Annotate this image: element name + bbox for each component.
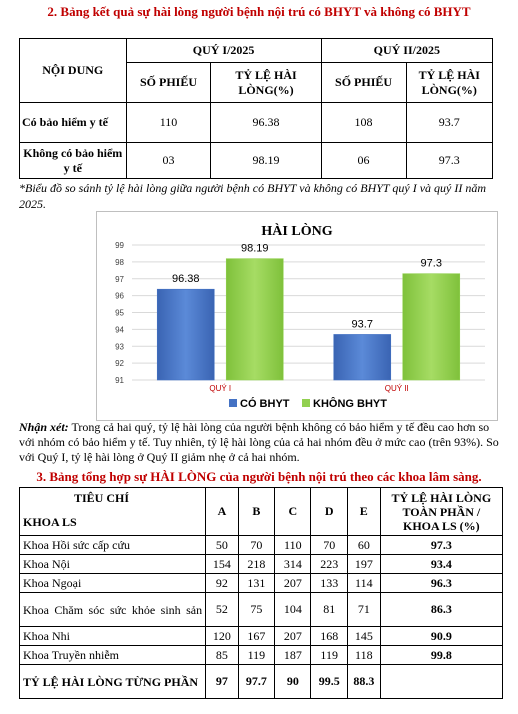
header-q2-rate: TỶ LỆ HÀI LÒNG(%) [406,63,493,103]
cell-c: 207 [275,574,311,593]
cell-b: 167 [238,627,274,646]
cell-d: 119 [311,646,347,665]
cell-q2-rate: 97.3 [406,143,493,179]
cell-q2-rate: 93.7 [406,103,493,143]
cell-d: 223 [311,555,347,574]
chart-note: *Biểu đồ so sánh tỷ lệ hài lòng giữa người bệnh có BHYT và không có BHYT quý I và quý II năm 2025. [19,181,486,211]
y-tick-label: 96 [115,291,124,301]
legend-label: KHÔNG BHYT [313,398,387,410]
cell-b: 75 [238,593,274,627]
chart-svg [97,212,497,420]
cell-b: 131 [238,574,274,593]
footer-d: 99.5 [311,665,347,699]
header-q2-count: SỐ PHIẾU [321,63,406,103]
satisfaction-chart [96,211,498,421]
remark-paragraph [19,420,503,465]
data-label: 96.38 [171,273,200,286]
department-satisfaction-table [19,487,503,699]
table-row [20,103,493,143]
cell-c: 110 [275,536,311,555]
cell-total: 90.9 [380,627,502,646]
cell-a: 50 [206,536,239,555]
cell-total: 99.8 [380,646,502,665]
bar-co-bhyt [334,334,391,380]
row-label: Không có bảo hiểm y tế [20,143,127,179]
cell-a: 52 [206,593,239,627]
header-q1-count: SỐ PHIẾU [126,63,211,103]
table-row [20,593,503,627]
table2-title: 3. Bảng tổng hợp sự HÀI LÒNG của người bệnh nội trú theo các khoa lâm sàng. [36,469,482,484]
cell-d: 168 [311,627,347,646]
dept-name: Khoa Nội [20,555,206,574]
cell-e: 197 [347,555,380,574]
legend-label: CÓ BHYT [240,398,290,410]
dept-name: Khoa Chăm sóc sức khỏe sinh sản [20,593,206,627]
table-row [20,536,503,555]
x-tick-label: QUÝ II [384,384,409,393]
data-label: 97.3 [420,257,442,270]
header-q2: QUÝ II/2025 [321,39,492,63]
cell-a: 92 [206,574,239,593]
cell-b: 119 [238,646,274,665]
cell-q1-rate: 98.19 [211,143,321,179]
table-row [20,143,493,179]
cell-c: 314 [275,555,311,574]
y-tick-label: 92 [115,359,124,369]
bar-khong-bhyt [226,259,283,380]
cell-d: 70 [311,536,347,555]
header-q1: QUÝ I/2025 [126,39,321,63]
cell-q1-count: 03 [126,143,211,179]
header-c: C [275,488,311,536]
bar-co-bhyt [157,289,214,380]
cell-b: 218 [238,555,274,574]
y-tick-label: 91 [115,376,124,385]
header-criteria: TIÊU CHÍ [20,488,206,510]
cell-e: 71 [347,593,380,627]
y-tick-label: 99 [115,241,124,250]
y-tick-label: 93 [115,342,124,352]
bar-khong-bhyt [403,274,460,380]
header-a: A [206,488,239,536]
cell-c: 207 [275,627,311,646]
cell-q2-count: 108 [321,103,406,143]
cell-total: 93.4 [380,555,502,574]
remark-lead: Nhận xét: [19,420,69,434]
cell-c: 187 [275,646,311,665]
table-row [20,646,503,665]
y-tick-label: 94 [115,325,124,335]
footer-total-empty [380,665,502,699]
dept-name: Khoa Hồi sức cấp cứu [20,536,206,555]
cell-total: 86.3 [380,593,502,627]
y-tick-label: 95 [115,308,124,318]
cell-e: 60 [347,536,380,555]
footer-a: 97 [206,665,239,699]
legend-swatch [229,399,237,407]
satisfaction-insurance-table [19,38,493,179]
data-label: 93.7 [351,318,373,331]
remark-text: Trong cả hai quý, tỷ lệ hài lòng của người bệnh không có bảo hiểm y tế đều cao hơn so với nhóm có bảo hiểm y tế. Tuy nhiên, tỷ lệ hài lòng của cả hai nhóm đều ở mức cao (trên 93%). So với Quý I, tỷ lệ hài lòng ở Quý II giảm nhẹ ở cả hai nhóm. [19,420,499,464]
cell-q1-rate: 96.38 [211,103,321,143]
cell-c: 104 [275,593,311,627]
cell-b: 70 [238,536,274,555]
footer-e: 88.3 [347,665,380,699]
table-row [20,574,503,593]
y-tick-label: 98 [115,257,124,267]
x-tick-label: QUÝ I [209,384,232,393]
dept-name: Khoa Nhi [20,627,206,646]
table-row [20,555,503,574]
footer-label: TỶ LỆ HÀI LÒNG TỪNG PHẦN [20,665,206,699]
cell-q2-count: 06 [321,143,406,179]
cell-d: 133 [311,574,347,593]
cell-total: 96.3 [380,574,502,593]
cell-d: 81 [311,593,347,627]
table-footer-row [20,665,503,699]
table1-title: 2. Bảng kết quả sự hài lòng người bệnh nội trú có BHYT và không có BHYT [47,4,471,19]
cell-total: 97.3 [380,536,502,555]
cell-e: 114 [347,574,380,593]
header-b: B [238,488,274,536]
chart-title: HÀI LÒNG [261,224,333,239]
header-q1-rate: TỶ LỆ HÀI LÒNG(%) [211,63,321,103]
legend-swatch [302,399,310,407]
cell-a: 154 [206,555,239,574]
y-tick-label: 97 [115,274,124,284]
footer-c: 90 [275,665,311,699]
dept-name: Khoa Truyền nhiễm [20,646,206,665]
cell-e: 118 [347,646,380,665]
cell-q1-count: 110 [126,103,211,143]
header-content: NỘI DUNG [20,39,127,103]
header-total: TỶ LỆ HÀI LÒNG TOÀN PHẦN / KHOA LS (%) [380,488,502,536]
cell-a: 85 [206,646,239,665]
table-row [20,627,503,646]
footer-b: 97.7 [238,665,274,699]
dept-name: Khoa Ngoại [20,574,206,593]
cell-e: 145 [347,627,380,646]
header-dept: KHOA LS [20,510,206,536]
row-label: Có bảo hiểm y tế [20,103,127,143]
header-d: D [311,488,347,536]
data-label: 98.19 [240,242,269,255]
cell-a: 120 [206,627,239,646]
header-e: E [347,488,380,536]
